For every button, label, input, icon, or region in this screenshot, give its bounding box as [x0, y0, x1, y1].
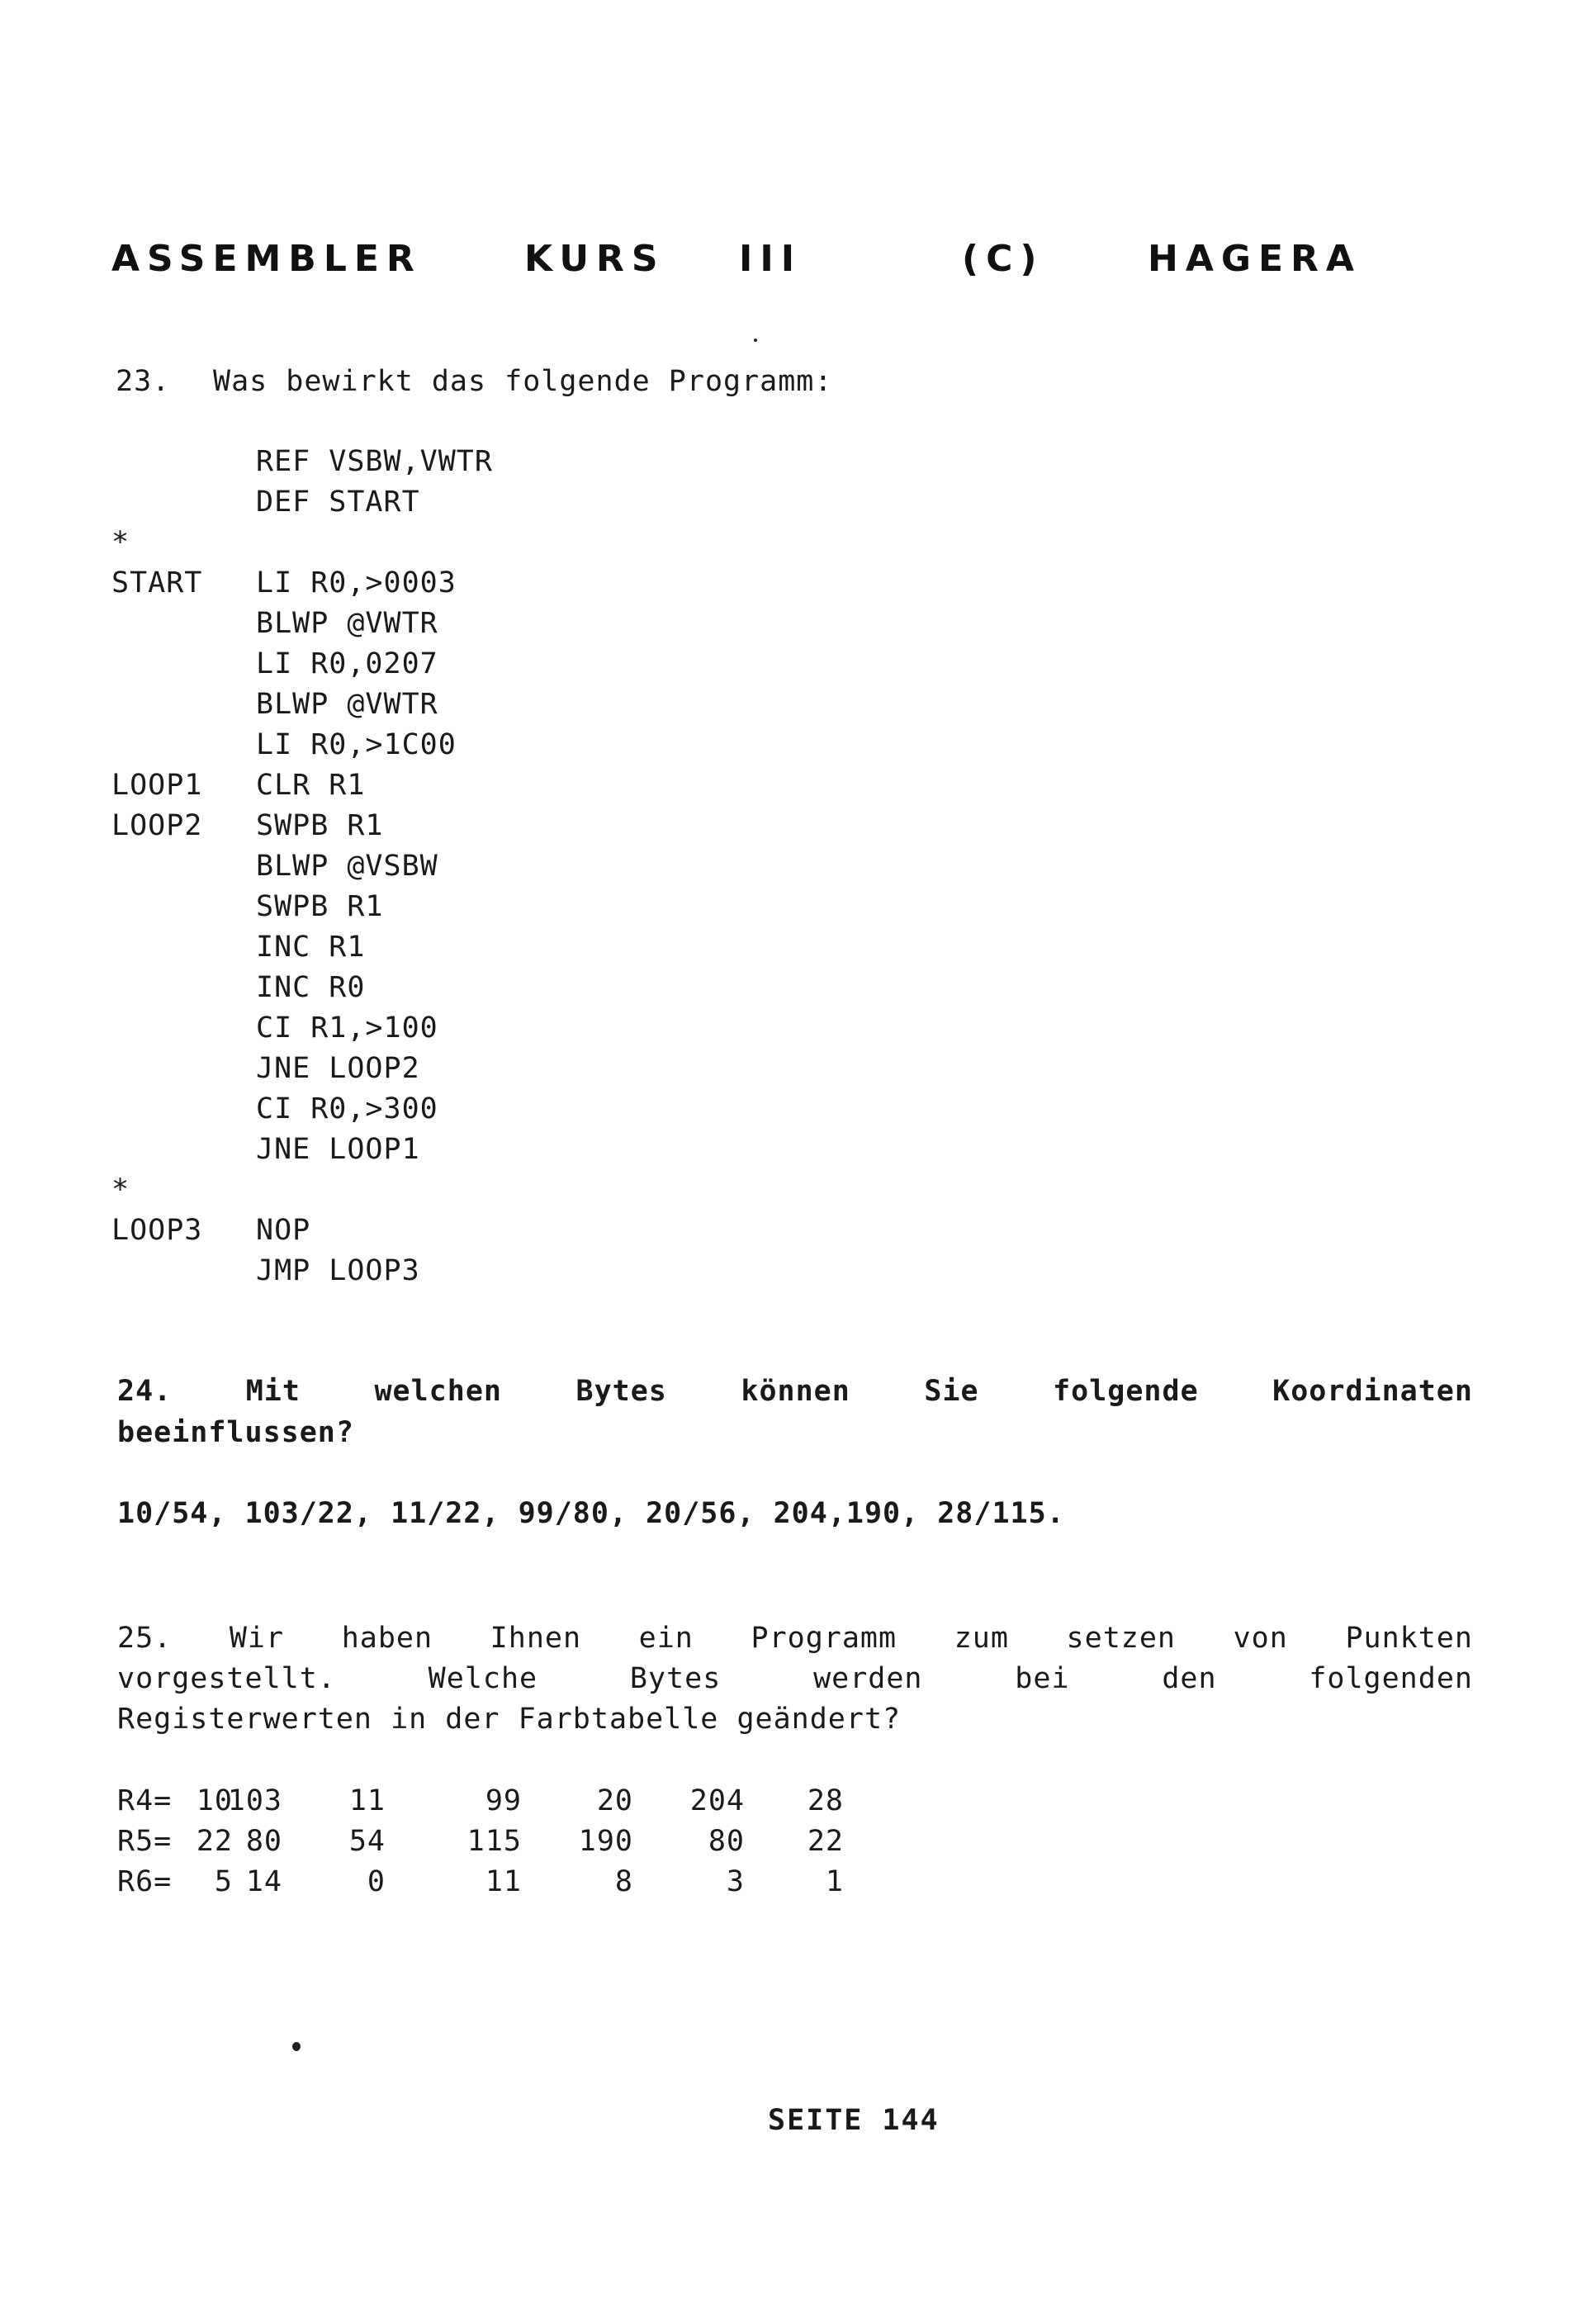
register-value: 5 — [214, 1865, 233, 1898]
code-instruction: BLWP @VSBW — [256, 850, 438, 883]
word: 25. — [117, 1622, 173, 1655]
header-author: HAGERA — [1148, 238, 1362, 280]
code-instruction: INC R0 — [256, 971, 366, 1004]
question-24-line-1 — [117, 1375, 1473, 1416]
question-25 — [117, 1618, 1473, 1740]
word: Punkten — [1345, 1622, 1473, 1655]
word: ein — [638, 1622, 694, 1655]
register-table — [117, 1781, 943, 1902]
register-value: 14 — [245, 1865, 282, 1898]
header-title: ASSEMBLER — [111, 238, 422, 280]
code-instruction: BLWP @VWTR — [256, 688, 438, 721]
code-line — [111, 1089, 493, 1130]
register-value: 20 — [596, 1784, 633, 1817]
code-instruction: LI R0,>1C00 — [256, 728, 457, 761]
code-instruction: JNE LOOP2 — [256, 1052, 420, 1085]
question-25-line-2 — [117, 1659, 1473, 1699]
question-number: 23. — [116, 365, 171, 398]
code-line — [111, 482, 493, 523]
word: 24. — [117, 1375, 173, 1408]
assembler-listing — [111, 442, 493, 1291]
code-instruction: JNE LOOP1 — [256, 1133, 420, 1166]
speck-mark — [292, 2042, 301, 2051]
register-value: 22 — [196, 1825, 233, 1858]
code-label: LOOP2 — [111, 809, 203, 842]
register-value: 190 — [578, 1825, 633, 1858]
code-line — [111, 1008, 493, 1049]
code-instruction: CLR R1 — [256, 769, 366, 802]
question-25-line-1 — [117, 1618, 1473, 1659]
code-line — [111, 563, 493, 604]
word: den — [1162, 1662, 1217, 1695]
code-instruction: DEF START — [256, 486, 420, 519]
code-instruction: INC R1 — [256, 931, 366, 964]
register-value: 80 — [708, 1825, 745, 1858]
code-line — [111, 725, 493, 765]
code-line — [111, 604, 493, 644]
register-value: 54 — [348, 1825, 386, 1858]
code-line — [111, 1251, 493, 1291]
word: haben — [341, 1622, 433, 1655]
page-number: SEITE 144 — [768, 2104, 940, 2137]
code-line — [111, 644, 493, 685]
code-instruction: NOP — [256, 1214, 311, 1247]
register-name: R4= — [117, 1784, 173, 1817]
word: Koordinaten — [1272, 1375, 1473, 1408]
header-course: KURS — [524, 238, 665, 280]
code-instruction: BLWP @VWTR — [256, 607, 438, 640]
register-value: 99 — [485, 1784, 522, 1817]
register-value: 11 — [348, 1784, 386, 1817]
code-line — [111, 765, 493, 806]
question-text: Was bewirkt das folgende Programm: — [213, 365, 833, 398]
word: Sie — [924, 1375, 979, 1408]
code-line — [111, 887, 493, 927]
word: folgende — [1053, 1375, 1199, 1408]
register-value: 11 — [485, 1865, 522, 1898]
word: vorgestellt. — [117, 1662, 336, 1695]
register-value: 0 — [367, 1865, 386, 1898]
word: setzen — [1066, 1622, 1176, 1655]
code-instruction: SWPB R1 — [256, 890, 384, 923]
word: bei — [1015, 1662, 1070, 1695]
word: Bytes — [575, 1375, 667, 1408]
code-label: LOOP1 — [111, 769, 203, 802]
word: Wir — [229, 1622, 285, 1655]
word: Mit — [245, 1375, 301, 1408]
word: von — [1233, 1622, 1288, 1655]
code-line — [111, 1130, 493, 1170]
word: zum — [954, 1622, 1009, 1655]
register-row — [117, 1822, 943, 1862]
code-instruction: JMP LOOP3 — [256, 1254, 420, 1287]
register-row — [117, 1862, 943, 1902]
register-value: 204 — [689, 1784, 745, 1817]
code-label: LOOP3 — [111, 1214, 203, 1247]
word: welchen — [374, 1375, 502, 1408]
register-value: 115 — [466, 1825, 522, 1858]
register-name: R6= — [117, 1865, 173, 1898]
code-line — [111, 806, 493, 846]
code-label: * — [111, 1173, 130, 1206]
question-24 — [117, 1375, 1473, 1457]
code-line — [111, 1210, 493, 1251]
code-instruction: CI R0,>300 — [256, 1092, 438, 1125]
word: Bytes — [629, 1662, 722, 1695]
code-line — [111, 968, 493, 1008]
register-value: 28 — [807, 1784, 844, 1817]
page-header — [111, 238, 1399, 279]
code-instruction: CI R1,>100 — [256, 1012, 438, 1045]
register-value: 3 — [726, 1865, 745, 1898]
speck-mark — [754, 339, 757, 342]
register-value: 22 — [807, 1825, 844, 1858]
word: Welche — [428, 1662, 538, 1695]
code-label: * — [111, 526, 130, 559]
code-instruction: LI R0,0207 — [256, 647, 438, 680]
code-instruction: REF VSBW,VWTR — [256, 445, 493, 478]
register-value: 8 — [614, 1865, 633, 1898]
word: folgenden — [1309, 1662, 1473, 1695]
register-name: R5= — [117, 1825, 173, 1858]
code-line — [111, 1170, 493, 1210]
register-row — [117, 1781, 943, 1822]
question-25-line-3: Registerwerten in der Farbtabelle geändert? — [117, 1703, 902, 1736]
code-label: START — [111, 566, 203, 599]
code-line — [111, 927, 493, 968]
question-24-line-2: beeinflussen? — [117, 1416, 354, 1449]
code-line — [111, 846, 493, 887]
coordinate-list: 10/54, 103/22, 11/22, 99/80, 20/56, 204,190, 28/115. — [117, 1497, 1065, 1530]
code-instruction: LI R0,>0003 — [256, 566, 457, 599]
word: Ihnen — [490, 1622, 582, 1655]
code-instruction: SWPB R1 — [256, 809, 384, 842]
register-value: 1 — [825, 1865, 844, 1898]
register-value: 103 — [227, 1784, 282, 1817]
register-value: 10 — [196, 1784, 233, 1817]
code-line — [111, 685, 493, 725]
header-copyright: (C) — [962, 238, 1044, 280]
header-volume: III — [739, 238, 803, 280]
register-value: 80 — [245, 1825, 282, 1858]
code-line — [111, 442, 493, 482]
code-line — [111, 1049, 493, 1089]
word: können — [741, 1375, 850, 1408]
code-line — [111, 523, 493, 563]
word: werden — [813, 1662, 923, 1695]
question-23 — [116, 365, 832, 398]
word: Programm — [751, 1622, 897, 1655]
